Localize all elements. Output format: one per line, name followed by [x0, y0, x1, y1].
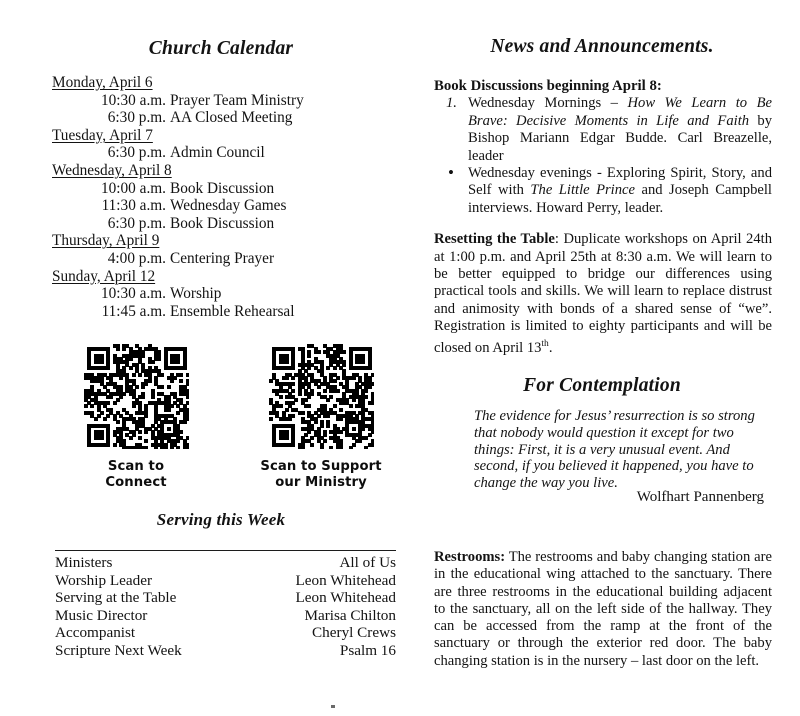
list-item: [446, 95, 772, 165]
calendar-day-heading: Thursday, April 9: [52, 232, 160, 250]
calendar-event-row: [52, 215, 412, 233]
resetting-the-table-ordinal: th: [541, 338, 549, 349]
list-item: [448, 163, 772, 217]
book-discussions-bullet-list: [434, 165, 772, 217]
calendar-event-name: Ensemble Rehearsal: [170, 302, 295, 320]
calendar-event-name: Wednesday Games: [170, 197, 287, 215]
table-row: [55, 607, 396, 625]
calendar-event-time: 6:30 p.m.: [107, 109, 166, 127]
calendar-event-time: 10:00 a.m.: [100, 179, 166, 197]
qr-support-caption-line1: Scan to Support: [260, 459, 382, 474]
resetting-the-table-lead: Resetting the Table: [434, 231, 555, 248]
serving-person: Marisa Chilton: [304, 606, 396, 624]
serving-person: Psalm 16: [339, 641, 396, 659]
left-column: [30, 0, 412, 716]
serving-role: Scripture Next Week: [55, 641, 182, 659]
restrooms-body: The restrooms and baby changing station are in the educational wing attached to the sanctuary. There are three restrooms in the educational building adjacent to the sanctuary, all on the left side of the hallway. They can be accessed from the ramp at the front of the sanctuary or through the exterior red door. The baby changing station is in the nursery – last door on the left.: [434, 549, 772, 669]
calendar-event-row: [52, 250, 412, 268]
calendar-event-row: [52, 92, 412, 110]
serving-role: Accompanist: [55, 624, 136, 642]
serving-person: Leon Whitehead: [295, 589, 396, 607]
calendar-day-heading: Sunday, April 12: [52, 267, 156, 285]
calendar-event-time: 6:30 p.m.: [107, 214, 166, 232]
serving-role: Serving at the Table: [55, 589, 177, 607]
calendar-event-row: [52, 109, 412, 127]
qr-connect-caption: [56, 459, 216, 491]
book-item-2-title: The Little Prince: [530, 182, 635, 199]
serving-role: Worship Leader: [55, 571, 153, 589]
calendar-event-row: [52, 144, 412, 162]
book-item-1-text-a: Wednesday Mornings –: [468, 95, 628, 112]
table-row: [55, 554, 396, 572]
table-row: [55, 572, 396, 590]
calendar-event-name: Book Discussion: [170, 179, 275, 197]
contemplation-attribution: Wolfhart Pannenberg: [636, 489, 764, 505]
book-item-1-text-b: by Bishop Mariann Edgar Budde. Carl Breazelle, leader: [468, 112, 772, 164]
restrooms-paragraph: [434, 549, 772, 670]
calendar-event-name: Centering Prayer: [170, 249, 275, 267]
qr-support-caption-line2: our Ministry: [275, 475, 367, 490]
serving-this-week-table: [55, 550, 396, 660]
list-marker: 1.: [446, 95, 457, 112]
serving-person: All of Us: [339, 554, 396, 571]
calendar-event-time: 10:30 a.m.: [100, 285, 166, 303]
calendar-day-heading: Tuesday, April 7: [52, 126, 153, 144]
restrooms-lead: Restrooms:: [434, 549, 506, 565]
calendar-event-row: [52, 285, 412, 303]
calendar-event-name: Prayer Team Ministry: [170, 91, 304, 109]
resetting-the-table-body-a: : Duplicate workshops on April 24th at 1:00 p.m. and April 25th at 8:30 a.m. We will learn to be better equipped to bridge our differences using practical tools and skills. We will learn to replace distrust and animosity with bonds of a shared sense of “we”. Registration is limited to eighty participants and will be closed on April 13: [434, 231, 772, 356]
resetting-the-table-paragraph: [434, 231, 772, 357]
qr-connect-caption-line1: Scan to: [107, 459, 165, 474]
news-and-announcements-body: [434, 78, 772, 357]
calendar-day-heading: Wednesday, April 8: [52, 161, 172, 179]
calendar-event-name: Worship: [170, 285, 222, 303]
church-calendar-title: Church Calendar: [148, 38, 294, 59]
church-calendar-list: [52, 74, 412, 320]
qr-connect-caption-line2: Connect: [105, 475, 167, 490]
serving-person: Cheryl Crews: [312, 624, 396, 642]
book-item-2-text-b: and Joseph Campbell interviews. Howard Perry, leader.: [468, 182, 772, 216]
book-item-1-title: How We Learn to Be Brave: Decisive Moments in Life and Faith: [468, 95, 772, 129]
calendar-event-name: Admin Council: [170, 144, 265, 162]
calendar-event-time: 6:30 p.m.: [107, 144, 166, 162]
qr-support-block[interactable]: [236, 344, 406, 491]
table-row: [55, 624, 396, 642]
calendar-event-time: 11:30 a.m.: [101, 197, 166, 215]
calendar-event-time: 4:00 p.m.: [107, 249, 166, 267]
right-column: [432, 0, 772, 716]
qr-code-icon[interactable]: [269, 344, 374, 449]
bullet-icon: •: [448, 163, 454, 183]
calendar-day-heading: Monday, April 6: [52, 74, 153, 91]
book-item-2-text-a: Wednesday evenings - Exploring Spirit, Story, and Self with: [468, 165, 772, 199]
book-discussions-numbered-list: [434, 95, 772, 165]
qr-connect-block[interactable]: [56, 344, 216, 491]
calendar-event-time: 11:45 a.m.: [101, 302, 166, 320]
table-row: [55, 589, 396, 607]
contemplation-quote: The evidence for Jesus’ resurrection is so strong that nobody would question it except for two things: First, it is a very unusual event. And second, if you believed it happened, you have to change the way you live.: [474, 408, 755, 492]
calendar-event-row: [52, 303, 412, 321]
serving-this-week-title: Serving this Week: [156, 510, 286, 529]
qr-code-section: [30, 344, 412, 504]
serving-role: Music Director: [55, 606, 148, 624]
calendar-event-row: [52, 197, 412, 215]
table-row: [55, 642, 396, 660]
calendar-event-name: AA Closed Meeting: [170, 109, 293, 127]
qr-support-caption: [236, 459, 406, 491]
calendar-event-row: [52, 180, 412, 198]
serving-role: Ministers: [55, 554, 113, 571]
resetting-the-table-body-b: .: [548, 339, 553, 356]
calendar-event-time: 10:30 a.m.: [100, 91, 166, 109]
serving-person: Leon Whitehead: [295, 571, 396, 589]
book-discussions-lead: Book Discussions beginning April 8:: [434, 78, 662, 94]
news-and-announcements-title: News and Announcements.: [490, 36, 714, 57]
scan-artifact-speck: [331, 705, 335, 708]
calendar-event-name: Book Discussion: [170, 214, 275, 232]
for-contemplation-title: For Contemplation: [523, 375, 681, 396]
qr-code-icon[interactable]: [84, 344, 189, 449]
